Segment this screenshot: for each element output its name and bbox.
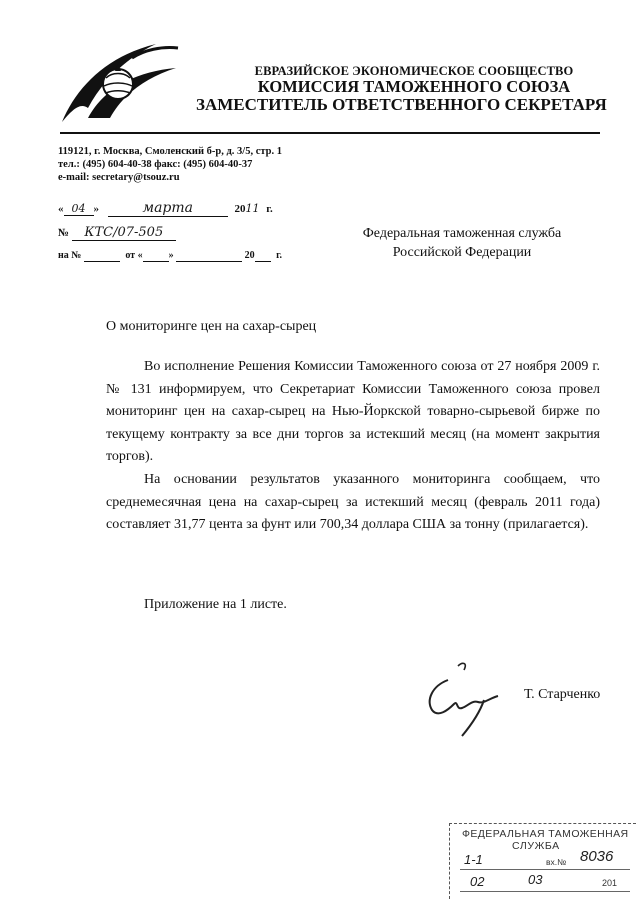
reply-number-blank — [84, 250, 120, 262]
body-paragraph-2 — [106, 469, 600, 537]
reply-unit: г. — [276, 250, 283, 261]
reply-from: от « — [125, 250, 143, 261]
reply-label: на № — [58, 250, 82, 261]
date-year-suffix: 11 — [245, 202, 260, 215]
stamp-received-day: 1-1 — [464, 852, 483, 867]
eurasec-logo — [58, 38, 180, 124]
reply-day-blank — [143, 250, 169, 262]
paragraph-2-text: На основании результатов указанного мониторинга сообщаем, что среднемесячная цена на сахар-сырец за истекший месяц (февраль 2011 года) составляет 31,77 цента за фунт или 700,34 доллара США за тонну (прилагается). — [106, 472, 600, 532]
number-label: № — [58, 227, 70, 239]
handwritten-signature — [418, 660, 506, 740]
stamp-rule-2 — [460, 891, 630, 892]
header-divider — [60, 132, 600, 134]
stamp-number: 8036 — [580, 848, 614, 865]
org-line-2: КОМИССИЯ ТАМОЖЕННОГО СОЮЗА — [257, 77, 571, 96]
body-paragraph-1 — [106, 356, 600, 469]
number-value: КТС/07-505 — [72, 225, 176, 241]
org-line-1: ЕВРАЗИЙСКОЕ ЭКОНОМИЧЕСКОЕ СООБЩЕСТВО — [254, 64, 574, 78]
addressee-line-1: Федеральная таможенная служба — [362, 226, 562, 241]
addressee-block — [330, 224, 594, 262]
date-year-prefix: 20 — [234, 203, 246, 215]
paragraph-1-text: Во исполнение Решения Комиссии Таможенного союза от 27 ноября 2009 г. № 131 информируем, что Секретариат Комиссии Таможенного союза провел мониторинг цен на сахар-сырец на Нью-Йоркской товарно-сырьевой бирже по текущему контракту за все дни торгов за истекший месяц (на момент закрытия торгов). — [106, 359, 600, 464]
date-day: 04 — [64, 202, 94, 216]
addressee-line-2: Российской Федерации — [392, 245, 532, 260]
stamp-date-day: 02 — [470, 874, 485, 889]
stamp-rule-1 — [460, 869, 630, 870]
org-line-3: ЗАМЕСТИТЕЛЬ ОТВЕТСТВЕННОГО СЕКРЕТАРЯ — [196, 95, 607, 114]
reply-month-blank — [176, 250, 242, 262]
date-open-quote: « — [58, 203, 64, 215]
date-month: марта — [108, 200, 228, 217]
date-year-unit: г. — [266, 203, 273, 215]
stamp-year: 201 — [602, 878, 618, 888]
appendix-note: Приложение на 1 листе. — [144, 597, 287, 612]
signer-name: Т. Старченко — [524, 687, 601, 702]
reply-year: 20 — [244, 250, 255, 261]
outgoing-number — [58, 225, 176, 241]
sender-address: 119121, г. Москва, Смоленский б-р, д. 3/5, стр. 1 — [58, 146, 283, 157]
stamp-line-2: СЛУЖБА — [512, 840, 560, 852]
stamp-date-month: 03 — [528, 872, 543, 887]
outgoing-date — [58, 200, 273, 217]
sender-phone-fax: тел.: (495) 604-40-38 факс: (495) 604-40-37 — [58, 159, 253, 170]
subject-line: О мониторинге цен на сахар-сырец — [106, 319, 317, 334]
stamp-number-label: вх.№ — [546, 857, 567, 867]
date-close-quote: » — [93, 203, 99, 215]
reply-close: » — [168, 250, 174, 261]
reply-year-blank — [255, 250, 271, 262]
incoming-stamp — [449, 823, 636, 899]
stamp-line-1: ФЕДЕРАЛЬНАЯ ТАМОЖЕННАЯ — [462, 828, 629, 840]
sender-email: e-mail: secretary@tsouz.ru — [58, 172, 180, 183]
reply-reference — [58, 250, 282, 262]
